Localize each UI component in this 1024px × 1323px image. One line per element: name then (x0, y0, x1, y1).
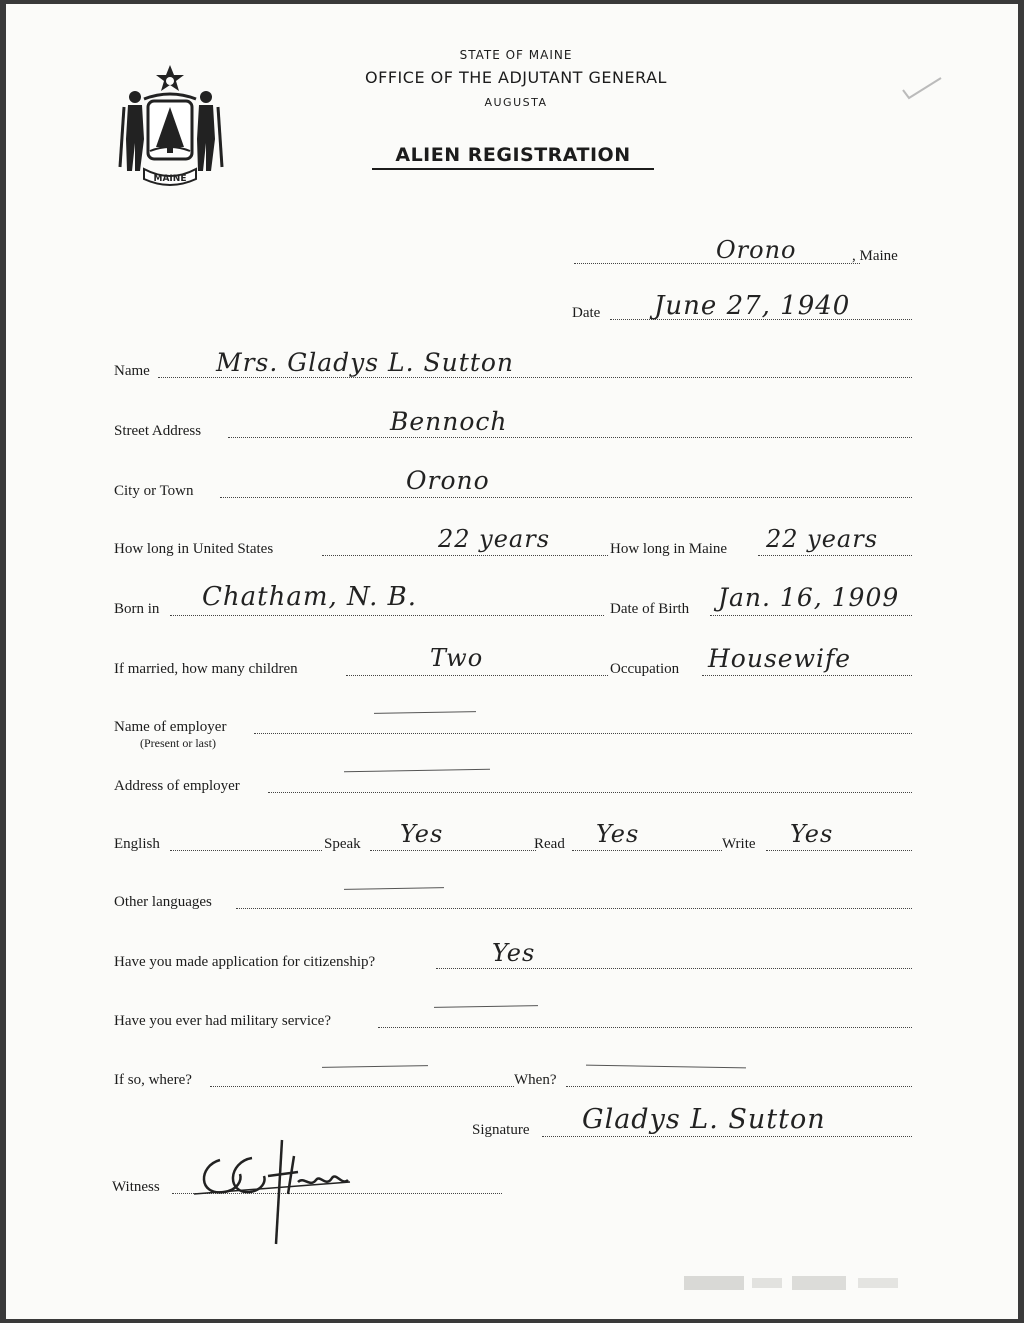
birth-date-line (710, 615, 912, 616)
town-value: Orono (716, 236, 797, 264)
employer-address-dash (344, 769, 490, 773)
signature-line (542, 1136, 912, 1137)
where-label: If so, where? (114, 1072, 192, 1088)
english-label: English (114, 836, 160, 852)
when-line (566, 1086, 912, 1087)
city-line (220, 497, 912, 498)
city-label: City or Town (114, 483, 194, 499)
header-city: AUGUSTA (484, 96, 548, 109)
citizenship-value: Yes (492, 939, 536, 967)
employer-name-dash (374, 711, 476, 714)
maine-duration-label: How long in Maine (610, 541, 728, 557)
faint-stamp (682, 1272, 932, 1294)
occupation-label: Occupation (610, 661, 680, 677)
born-in-label: Born in (114, 601, 160, 617)
date-label: Date (572, 305, 601, 321)
birth-date-label: Date of Birth (610, 601, 690, 617)
other-languages-label: Other languages (114, 894, 212, 910)
military-label: Have you ever had military service? (114, 1013, 331, 1029)
street-line (228, 437, 912, 438)
read-label: Read (534, 836, 565, 852)
children-line (346, 675, 608, 676)
write-line (766, 850, 912, 851)
citizenship-label: Have you made application for citizenship? (114, 954, 376, 970)
header-office: OFFICE OF THE ADJUTANT GENERAL (365, 68, 667, 87)
us-duration-label: How long in United States (114, 541, 274, 557)
seal-motto: MAINE (153, 174, 187, 184)
form-title: ALIEN REGISTRATION (372, 144, 654, 170)
write-value: Yes (790, 820, 834, 848)
maine-duration-line (758, 555, 912, 556)
english-line (170, 850, 322, 851)
military-line (378, 1027, 912, 1028)
check-mark-icon (901, 72, 945, 102)
maine-duration-value: 22 years (766, 525, 879, 553)
other-languages-dash (344, 887, 444, 890)
occupation-value: Housewife (708, 644, 852, 673)
date-value: June 27, 1940 (654, 291, 851, 321)
registration-form (6, 4, 1018, 1319)
street-label: Street Address (114, 423, 202, 439)
speak-value: Yes (400, 820, 444, 848)
military-dash (434, 1005, 538, 1008)
signature-value: Gladys L. Sutton (582, 1104, 826, 1135)
header-state: STATE OF MAINE (459, 48, 573, 62)
where-dash (322, 1065, 428, 1068)
signature-label: Signature (472, 1122, 530, 1138)
born-in-value: Chatham, N. B. (202, 582, 418, 612)
read-value: Yes (596, 820, 640, 848)
speak-line (370, 850, 536, 851)
witness-name: G. G. Hayes (275, 1236, 281, 1237)
us-duration-line (322, 555, 608, 556)
street-value: Bennoch (390, 407, 508, 436)
other-languages-line (236, 908, 912, 909)
born-in-line (170, 615, 604, 616)
witness-label: Witness (112, 1179, 160, 1195)
children-label: If married, how many children (114, 661, 298, 677)
employer-address-label: Address of employer (114, 778, 240, 794)
where-line (210, 1086, 514, 1087)
employer-name-sublabel: (Present or last) (140, 736, 216, 750)
when-label: When? (514, 1072, 557, 1088)
employer-address-line (268, 792, 912, 793)
birth-date-value: Jan. 16, 1909 (718, 583, 900, 612)
citizenship-line (436, 968, 912, 969)
when-dash (586, 1065, 746, 1069)
us-duration-value: 22 years (438, 525, 551, 553)
employer-name-label: Name of employer (114, 719, 227, 735)
maine-seal-icon (114, 59, 226, 189)
name-value: Mrs. Gladys L. Sutton (216, 348, 515, 377)
speak-label: Speak (324, 836, 361, 852)
witness-signature (190, 1136, 360, 1248)
maine-suffix: , Maine (852, 248, 898, 264)
city-value: Orono (406, 466, 490, 495)
occupation-line (702, 675, 912, 676)
name-label: Name (114, 363, 150, 379)
name-line (158, 377, 912, 378)
write-label: Write (722, 836, 756, 852)
read-line (572, 850, 722, 851)
employer-name-line (254, 733, 912, 734)
children-value: Two (430, 644, 484, 672)
